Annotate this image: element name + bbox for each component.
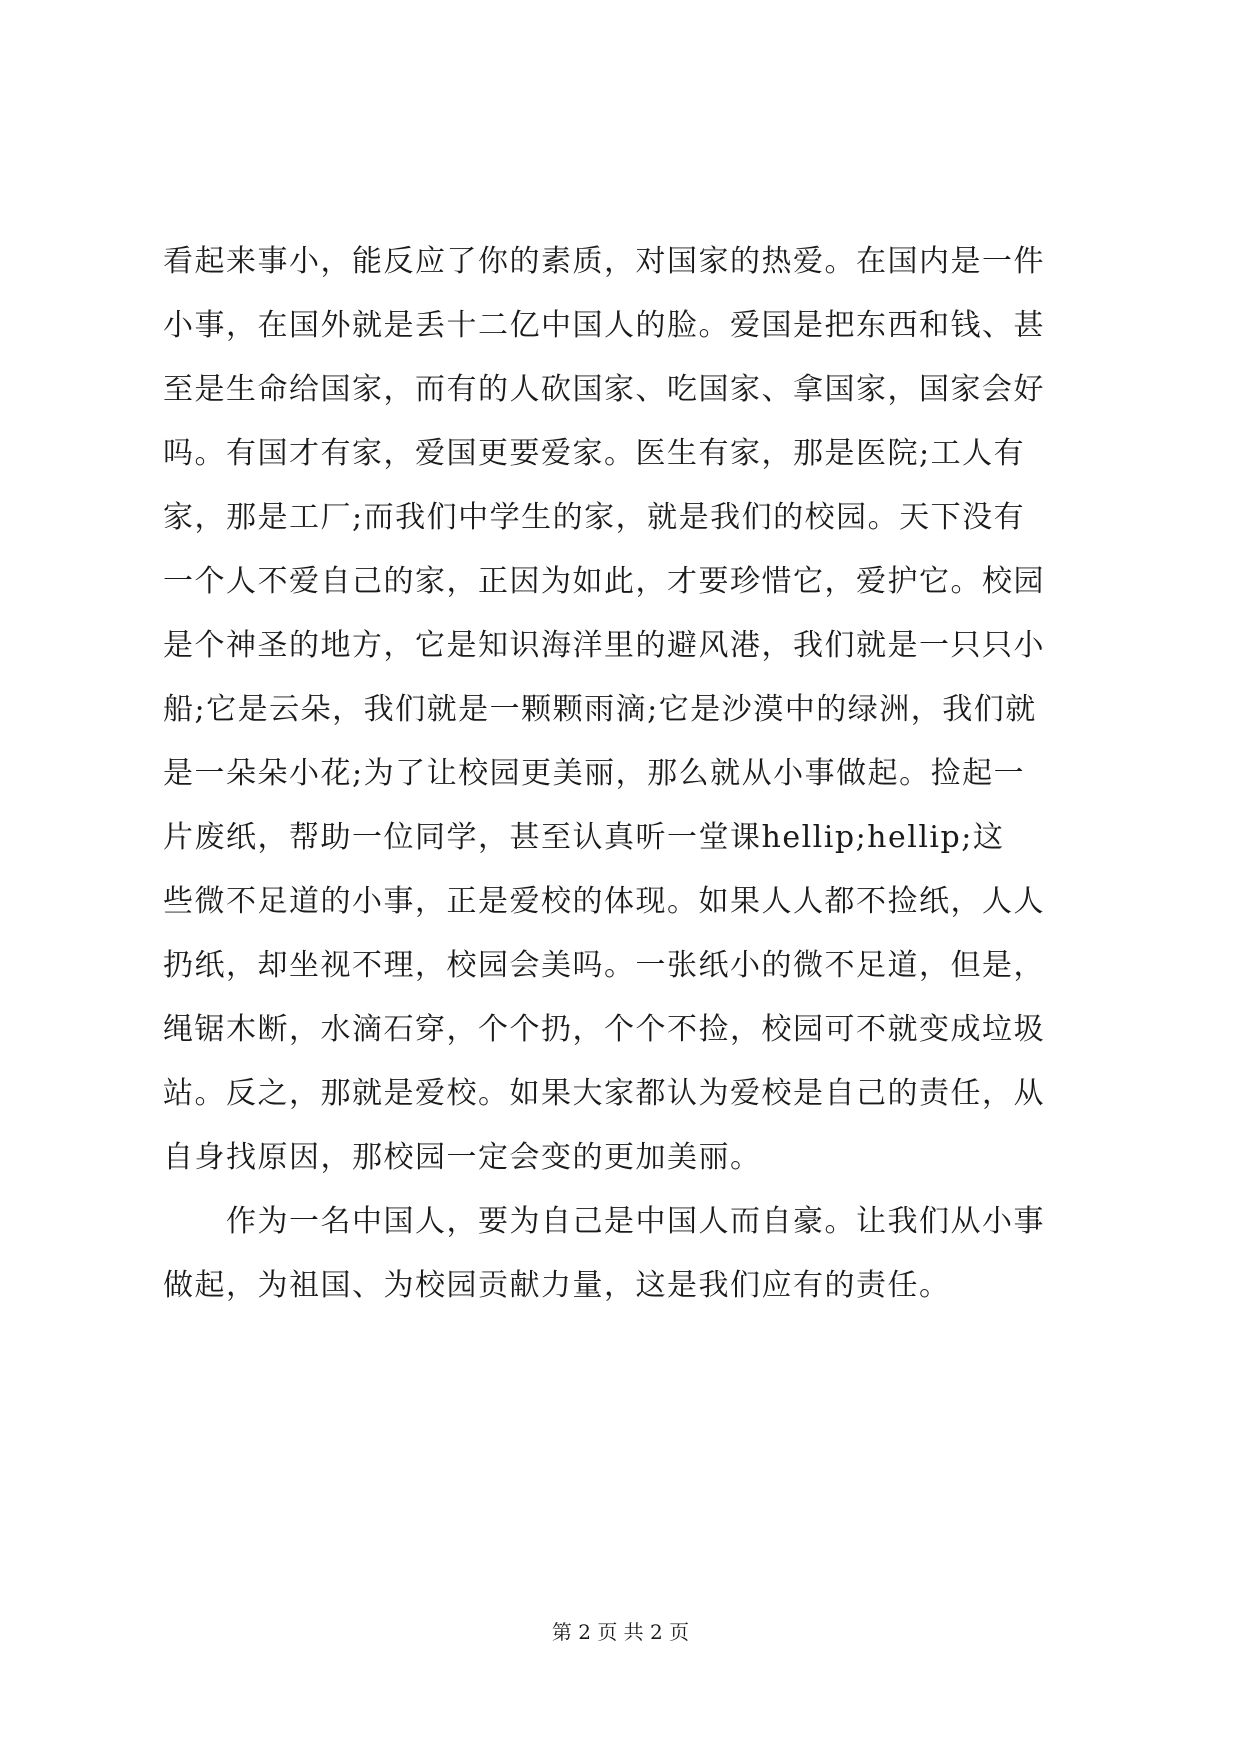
text-line: 家，那是工厂;而我们中学生的家，就是我们的校园。天下没有	[163, 500, 1026, 535]
text-line: 自身找原因，那校园一定会变的更加美丽。	[163, 1140, 762, 1175]
text-line: 是一朵朵小花;为了让校园更美丽，那么就从小事做起。捡起一	[163, 756, 1026, 791]
text-line: 绳锯木断，水滴石穿，个个扔，个个不捡，校园可不就变成垃圾	[163, 1012, 1045, 1047]
text-line: 些微不足道的小事，正是爱校的体现。如果人人都不捡纸，人人	[163, 884, 1045, 919]
body-text	[163, 230, 1083, 1318]
text-line: 至是生命给国家，而有的人砍国家、吃国家、拿国家，国家会好	[163, 372, 1045, 407]
page-number-footer: 第 2 页 共 2 页	[551, 1620, 690, 1644]
text-line: 船;它是云朵，我们就是一颗颗雨滴;它是沙漠中的绿洲，我们就	[163, 692, 1037, 727]
text-line: 片废纸，帮助一位同学，甚至认真听一堂课hellip;hellip;这	[163, 820, 1005, 855]
text-line: 看起来事小，能反应了你的素质，对国家的热爱。在国内是一件	[163, 244, 1045, 279]
text-line: 是个神圣的地方，它是知识海洋里的避风港，我们就是一只只小	[163, 628, 1045, 663]
text-line: 做起，为祖国、为校园贡献力量，这是我们应有的责任。	[163, 1268, 951, 1303]
text-line: 一个人不爱自己的家，正因为如此，才要珍惜它，爱护它。校园	[163, 564, 1045, 599]
text-line: 吗。有国才有家，爱国更要爱家。医生有家，那是医院;工人有	[163, 436, 1026, 471]
text-line: 作为一名中国人，要为自己是中国人而自豪。让我们从小事	[163, 1204, 1045, 1239]
text-line: 小事，在国外就是丢十二亿中国人的脸。爱国是把东西和钱、甚	[163, 308, 1045, 343]
text-line: 站。反之，那就是爱校。如果大家都认为爱校是自己的责任，从	[163, 1076, 1045, 1111]
text-line: 扔纸，却坐视不理，校园会美吗。一张纸小的微不足道，但是，	[163, 948, 1045, 983]
